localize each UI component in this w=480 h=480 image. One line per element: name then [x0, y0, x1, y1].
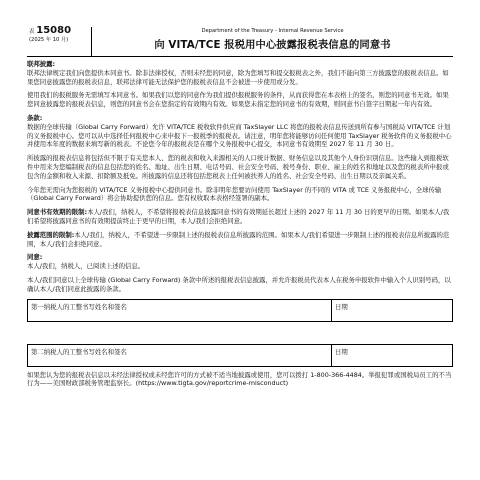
consent-form	[27, 27, 453, 388]
primary-date-field[interactable]: 日期	[332, 299, 453, 321]
form-title: 向 VITA/TCE 报税用中心披露报税表信息的同意书	[154, 39, 391, 51]
footer-note: 如果您认为您的报税表信息以未经法律授权或未经您许可的方式被不适当地披露或使用，您可以拨打 1-800-366-4484。举报犯罪或国税局员工的不当行为——美国财政部税务管理监察长。(https://www.tigta.gov/reportcrime-misconduct)	[27, 370, 452, 388]
duration-limit-paragraph	[27, 208, 453, 226]
scope-limit-paragraph	[27, 231, 453, 249]
scope-limit-text: 本人/我们，纳税人，不希望进一步限制上述的报税表信息所披露的范围。如果本人/我们希望进一步限制上述的报税表信息所披露的范围，本人/我们会拒绝同意。	[27, 230, 450, 248]
form-body	[27, 57, 453, 294]
secondary-signature-field[interactable]: 第二纳税人的工整书写姓名和签名	[28, 344, 332, 366]
form-number: 15080	[36, 25, 72, 36]
signature-row-primary	[28, 299, 453, 321]
consent-agree-text: 本人/我们同意以上全球传输 (Global Carry Forward) 条款中所述的报税表信息披露，并允许报税员代表本人在税务申报软件中输入个人识别号码，以确认本人/我们同意此披露的条款。	[27, 275, 451, 293]
form-prefix: 表	[29, 29, 35, 35]
secondary-date-field[interactable]: 日期	[332, 344, 453, 366]
no-consent-needed-text: 今年您无需向为您报税的 VITA/TCE 义务报税中心提供同意书。除非明年您要访问使用 TaxSlayer 的不同的 VITA 或 TCE 义务报税中心，全球传输（Global Carry Forward）将会协助提供您的信息。您有权收取本表格经签署的副本。	[27, 185, 442, 203]
section-heading-terms: 条款:	[27, 113, 43, 122]
scope-limit-heading: 披露范围的限制:	[27, 230, 75, 239]
federal-disclosure-text: 联邦法律规定我们向您提供本同意书。除非法律授权，否则未经您的同意，除为您填写和提交报税表之外，我们不能向第三方披露您的报税表信息。如果您同意披露您的报税表信息，联邦法律可能无法保护您的报税表信息不会被进一步使用或分发。	[27, 68, 449, 86]
signature-table	[27, 299, 453, 367]
form-date: (2025 年 10 月)	[29, 36, 69, 43]
duration-limit-heading: 同意书有效期的限制:	[27, 208, 88, 217]
section-heading-consent: 同意:	[27, 253, 43, 262]
signature-row-secondary	[28, 344, 453, 366]
primary-signature-field[interactable]: 第一纳税人的工整书写姓名和签名	[28, 299, 332, 321]
section-heading-federal: 联邦披露:	[27, 60, 56, 68]
terms-text: 数据的全球传输（Global Carry Forward）允许 VITA/TCE 税收软件供应商 TaxSlayer LLC 将您的报税表信息传送到所有参与国税局 VITA/TCE 计划的义务报税中心。您可以从中选择任何报税中心来申报下一报税季的报税表。请注意，明年您将能够访问任何使用 TaxSlayer 税务软件的义务报税中心并使用本年度的数据来填写新的税表。不论您今年的报税表是在哪个义务报税中心提交，本同意书有效期至 2027 年 11 月 30 日。	[27, 122, 452, 149]
title-box	[92, 27, 453, 56]
form-header	[27, 27, 453, 57]
consent-validity-text: 使用我们的报税服务无需填写本同意书。如果我们以您的同意作为我们提供报税服务的条件，从而获得您在本表格上的签名，则您的同意书无效。如果您同意披露您的报税表信息，则您的同意书会在您指定的有效期内有效。如果您未指定您的同意书的有效期，则同意书自签字日期起一年内有效。	[27, 91, 449, 109]
duration-limit-text: 本人/我们，纳税人，不希望将报税表信息披露同意书的有效期延长超过上述的 2027 年 11 月 30 日的更早的日期。如果本人/我们希望将披露同意书的有效期提前终止于更早的日期，本人/我们会拒绝同意。	[27, 208, 450, 225]
consent-read-text: 本人/我们，纳税人，已阅读上述的信息。	[27, 262, 145, 271]
form-number-box	[27, 27, 92, 56]
disclosed-info-text: 所披露的报税表信息将包括但不限于有关您本人、您的税表和收入来源相关的人口统计数据、财务信息以及其他个人身份识别信息。这些输入到报税软件中用来为您编制税表的信息包括您的姓名、地址、出生日期、电话号码、社会安全号码、税号身份、职业、雇主的姓名和地址以及您的税表所申报或包含的金额和收入来源、扣除额及抵免。所披露的信息还将包括您税表上任何被扶养人的姓名、社会安全号码、出生日期以及亲属关系。	[27, 154, 449, 180]
department-name: Department of the Treasury - Internal Revenue Service	[201, 28, 344, 34]
